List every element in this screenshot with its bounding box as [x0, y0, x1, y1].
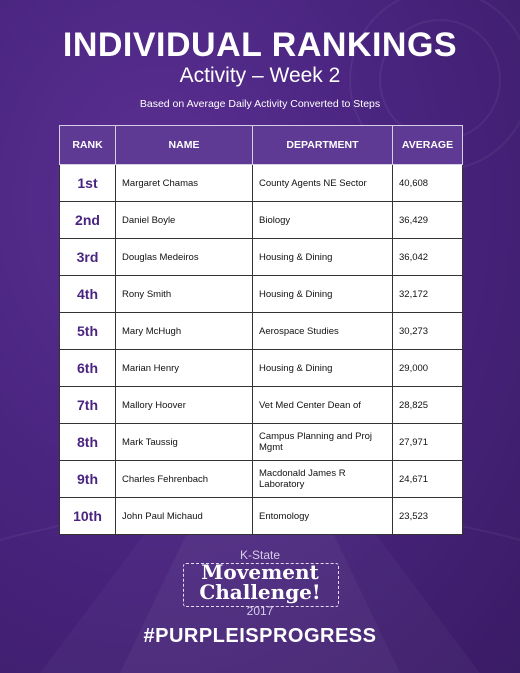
department-cell: Housing & Dining — [253, 350, 393, 387]
name-cell: Mark Taussig — [116, 424, 253, 461]
average-cell: 29,000 — [393, 350, 463, 387]
name-cell: Daniel Boyle — [116, 202, 253, 239]
table-row — [60, 424, 463, 461]
rank-cell: 5th — [60, 313, 116, 350]
department-cell: Housing & Dining — [253, 239, 393, 276]
table-header-row — [60, 126, 463, 165]
average-cell: 27,971 — [393, 424, 463, 461]
ranking-basis-note: Based on Average Daily Activity Converted to Steps — [139, 98, 381, 110]
logo-kstate-text: K-State — [239, 548, 281, 562]
name-cell: John Paul Michaud — [116, 498, 253, 535]
table-row — [60, 387, 463, 424]
table-row — [60, 461, 463, 498]
average-cell: 32,172 — [393, 276, 463, 313]
rank-cell: 10th — [60, 498, 116, 535]
column-header-rank: RANK — [60, 126, 116, 165]
page-subtitle: Activity – Week 2 — [179, 64, 341, 87]
name-cell: Mary McHugh — [116, 313, 253, 350]
column-header-department: DEPARTMENT — [253, 126, 393, 165]
average-cell: 23,523 — [393, 498, 463, 535]
rank-cell: 2nd — [60, 202, 116, 239]
department-cell: Vet Med Center Dean of — [253, 387, 393, 424]
rank-cell: 4th — [60, 276, 116, 313]
department-cell: Biology — [253, 202, 393, 239]
name-cell: Douglas Medeiros — [116, 239, 253, 276]
rank-cell: 9th — [60, 461, 116, 498]
rank-cell: 8th — [60, 424, 116, 461]
rank-cell: 3rd — [60, 239, 116, 276]
department-cell: County Agents NE Sector — [253, 165, 393, 202]
rank-cell: 7th — [60, 387, 116, 424]
page-title: INDIVIDUAL RANKINGS — [62, 26, 458, 64]
table-row — [60, 498, 463, 535]
name-cell: Rony Smith — [116, 276, 253, 313]
table-row — [60, 313, 463, 350]
rankings-table — [59, 125, 463, 535]
logo-challenge-text: Challenge! — [199, 580, 321, 604]
table-row — [60, 350, 463, 387]
average-cell: 40,608 — [393, 165, 463, 202]
table-row — [60, 202, 463, 239]
average-cell: 28,825 — [393, 387, 463, 424]
table-row — [60, 165, 463, 202]
department-cell: Macdonald James R Laboratory — [253, 461, 393, 498]
table-row — [60, 276, 463, 313]
rank-cell: 6th — [60, 350, 116, 387]
average-cell: 36,042 — [393, 239, 463, 276]
logo-year-text: 2017 — [246, 604, 274, 618]
department-cell: Housing & Dining — [253, 276, 393, 313]
average-cell: 30,273 — [393, 313, 463, 350]
average-cell: 24,671 — [393, 461, 463, 498]
column-header-name: NAME — [116, 126, 253, 165]
logo-movement-text: Movement — [201, 560, 319, 584]
name-cell: Marian Henry — [116, 350, 253, 387]
name-cell: Margaret Chamas — [116, 165, 253, 202]
name-cell: Charles Fehrenbach — [116, 461, 253, 498]
average-cell: 36,429 — [393, 202, 463, 239]
department-cell: Campus Planning and Proj Mgmt — [253, 424, 393, 461]
rank-cell: 1st — [60, 165, 116, 202]
department-cell: Aerospace Studies — [253, 313, 393, 350]
department-cell: Entomology — [253, 498, 393, 535]
movement-challenge-logo — [175, 548, 345, 620]
table-row — [60, 239, 463, 276]
column-header-average: AVERAGE — [393, 126, 463, 165]
footer-hashtag: #PURPLEISPROGRESS — [143, 625, 377, 647]
name-cell: Mallory Hoover — [116, 387, 253, 424]
